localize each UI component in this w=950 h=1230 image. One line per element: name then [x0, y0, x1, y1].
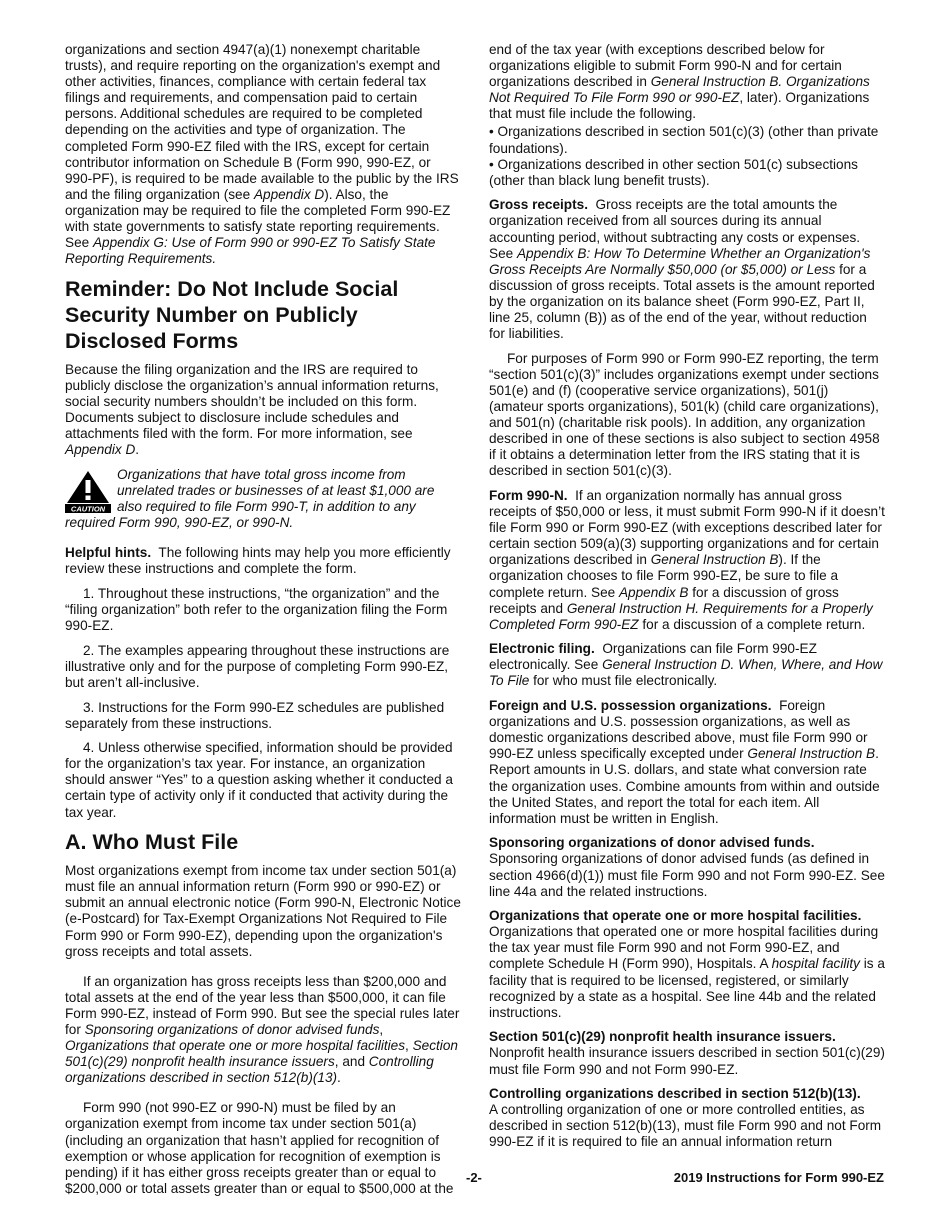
- caution-label: CAUTION: [70, 504, 106, 513]
- continued-paragraph: end of the tax year (with exceptions described below for organizations eligible to submit Form 990-N and for certain organizations described in General Instruction B. Organizations Not Required To File Form 990 or 990-EZ, later). Organizations that must file include the following.: [489, 42, 870, 122]
- intro-paragraph: organizations and section 4947(a)(1) nonexempt charitable trusts), and require reporting on the organization's exempt and other activities, finances, compliance with certain federal tax filings and requirements, and compensation paid to certain persons. Additional schedules are required to be completed depending on the activities and type of organization. The completed Form 990-EZ filed with the IRS, except for certain contributor information on Schedule B (Form 990, 990-EZ, or 990-PF), is required to be made available to the public by the IRS and the filing organization (see Appendix D). Also, the organization may be required to file the completed Form 990-EZ with state governments to satisfy state reporting requirements. See Appendix G: Use of Form 990 or 990-EZ To Satisfy State Reporting Requirements.: [65, 42, 459, 267]
- caution-icon: [65, 469, 111, 513]
- helpful-hints: Helpful hints. The following hints may help you more efficiently review these instructions and complete the form.: [65, 545, 451, 577]
- caution-text: Organizations that have total gross income from unrelated trades or businesses of at least $1,000 are also required to file Form 990-T, in addition to any required Form 990, 990-EZ, or 990-N.: [65, 466, 435, 531]
- gross-receipts-threshold-paragraph: If an organization has gross receipts less than $200,000 and total assets at the end of the year less than $500,000, it can file Form 990-EZ, instead of Form 990. But see the special rules later for Sponsoring organizations of donor advised funds, Organizations that operate one or more hospital facilities, Section 501(c)(29) nonprofit health insurance issuers, and Controlling organizations described in section 512(b)(13).: [65, 973, 460, 1086]
- reminder-heading: Reminder: Do Not Include Social Security Number on Publicly Disclosed Forms: [65, 276, 399, 353]
- hint-1: 1. Throughout these instructions, “the organization” and the “filing organization” both refer to the organization filing the Form 990-EZ.: [65, 585, 448, 634]
- hint-3: 3. Instructions for the Form 990-EZ schedules are published separately from these instructions.: [65, 699, 445, 731]
- electronic-filing-paragraph: Electronic filing. Organizations can file Form 990-EZ electronically. See General Instruction D. When, Where, and How To File for who must file electronically.: [489, 641, 883, 689]
- page-number: -2-: [466, 1170, 482, 1185]
- sponsoring-organizations-paragraph: Sponsoring organizations of donor advised funds. Sponsoring organizations of donor advised funds (as defined in section 4966(d)(1)) must file Form 990 and not Form 990-EZ. See line 44a and the related instructions.: [489, 835, 885, 899]
- who-must-file-heading: A. Who Must File: [65, 830, 239, 855]
- health-insurance-issuers-paragraph: Section 501(c)(29) nonprofit health insurance issuers. Nonprofit health insurance issuers described in section 501(c)(29) must file Form 990 and not Form 990-EZ.: [489, 1029, 885, 1077]
- bullet-501c3: • Organizations described in section 501(c)(3) (other than private foundations).: [489, 124, 879, 156]
- hint-4: 4. Unless otherwise specified, information should be provided for the organization’s tax year. For instance, an organization should answer “Yes” to a question asking whether it conducted a certain type of activity only if it conducted that activity during the tax year.: [65, 740, 453, 820]
- bullet-other-501c: • Organizations described in other section 501(c) subsections (other than black lung benefit trusts).: [489, 156, 858, 188]
- document-title: 2019 Instructions for Form 990-EZ: [673, 1170, 884, 1185]
- controlling-organizations-paragraph: Controlling organizations described in section 512(b)(13). A controlling organization of one or more controlled entities, as described in section 512(b)(13), must file Form 990 and not Form 990-EZ if it is required to file an annual information return: [489, 1086, 882, 1150]
- who-must-file-paragraph: Most organizations exempt from income tax under section 501(a) must file an annual information return (Form 990 or 990-EZ) or submit an annual electronic notice (Form 990-N, Electronic Notice (e-Postcard) for Tax-Exempt Organizations Not Required to File Form 990 or Form 990-EZ), depending upon the organization's gross receipts and total assets.: [65, 863, 461, 959]
- hint-2: 2. The examples appearing throughout these instructions are illustrative only and for the purpose of completing Form 990-EZ, but aren’t all-inclusive.: [65, 642, 450, 690]
- hospital-facilities-paragraph: Organizations that operate one or more hospital facilities. Organizations that operated one or more hospital facilities during the tax year must file Form 990 and not Form 990-EZ, and complete Schedule H (Form 990), Hospitals. A hospital facility is a facility that is required to be licensed, registered, or similarly recognized by a state as a hospital. See line 44b and the related instructions.: [489, 908, 885, 1020]
- reminder-paragraph: Because the filing organization and the IRS are required to publicly disclose the organization’s annual information returns, social security numbers shouldn’t be included on this form. Documents subject to disclosure include schedules and attachments filed with the form. For more information, see Appendix D.: [65, 361, 439, 458]
- form-990-required-paragraph: Form 990 (not 990-EZ or 990-N) must be filed by an organization exempt from income tax under section 501(a) (including an organization that hasn’t applied for recognition of exemption or whose application for recognition of exemption is pending) if it has either gross receipts greater than or equal to $200,000 or total assets greater than or equal to $500,000 at the: [65, 1100, 454, 1196]
- form-990n-paragraph: Form 990-N. If an organization normally has annual gross receipts of $50,000 or less, it must submit Form 990-N if it doesn’t file Form 990 or Form 990-EZ (with exceptions described later for certain section 509(a)(3) supporting organizations and for certain organizations described in General Instruction B). If the organization chooses to file Form 990-EZ, be sure to file a complete return. See Appendix B for a discussion of gross receipts and General Instruction H. Requirements for a Properly Completed Form 990-EZ for a discussion of a complete return.: [489, 487, 885, 632]
- caution-note: [65, 467, 461, 531]
- left-column: [65, 42, 461, 1205]
- foreign-organizations-paragraph: Foreign and U.S. possession organizations. Foreign organizations and U.S. possession organizations, as well as domestic organizations described above, must file Form 990 or 990-EZ unless specifically excepted under General Instruction B. Report amounts in U.S. dollars, and state what conversion rate the organization uses. Combine amounts from within and outside the United States, and report the total for each item. All information must be written in English.: [489, 698, 880, 826]
- purposes-paragraph: For purposes of Form 990 or Form 990-EZ reporting, the term “section 501(c)(3)” includes organizations exempt under sections 501(e) and (f) (cooperative service organizations), 501(j) (amateur sports organizations), 501(k) (child care organizations), and 501(n) (charitable risk pools). In addition, any organization described in one of these sections is also subject to section 4958 if it obtains a determination letter from the IRS stating that it is described in section 501(c)(3).: [489, 350, 880, 479]
- right-column: [489, 42, 885, 1159]
- gross-receipts-paragraph: Gross receipts. Gross receipts are the total amounts the organization received from all sources during its annual accounting period, without subtracting any costs or expenses. See Appendix B: How To Determine Whether an Organization's Gross Receipts Are Normally $50,000 (or $5,000) or Less for a discussion of gross receipts. Total assets is the amount reported by the organization on its balance sheet (Form 990-EZ, Part II, line 25, column (B)) as of the end of the year, without reduction for liabilities.: [489, 197, 875, 342]
